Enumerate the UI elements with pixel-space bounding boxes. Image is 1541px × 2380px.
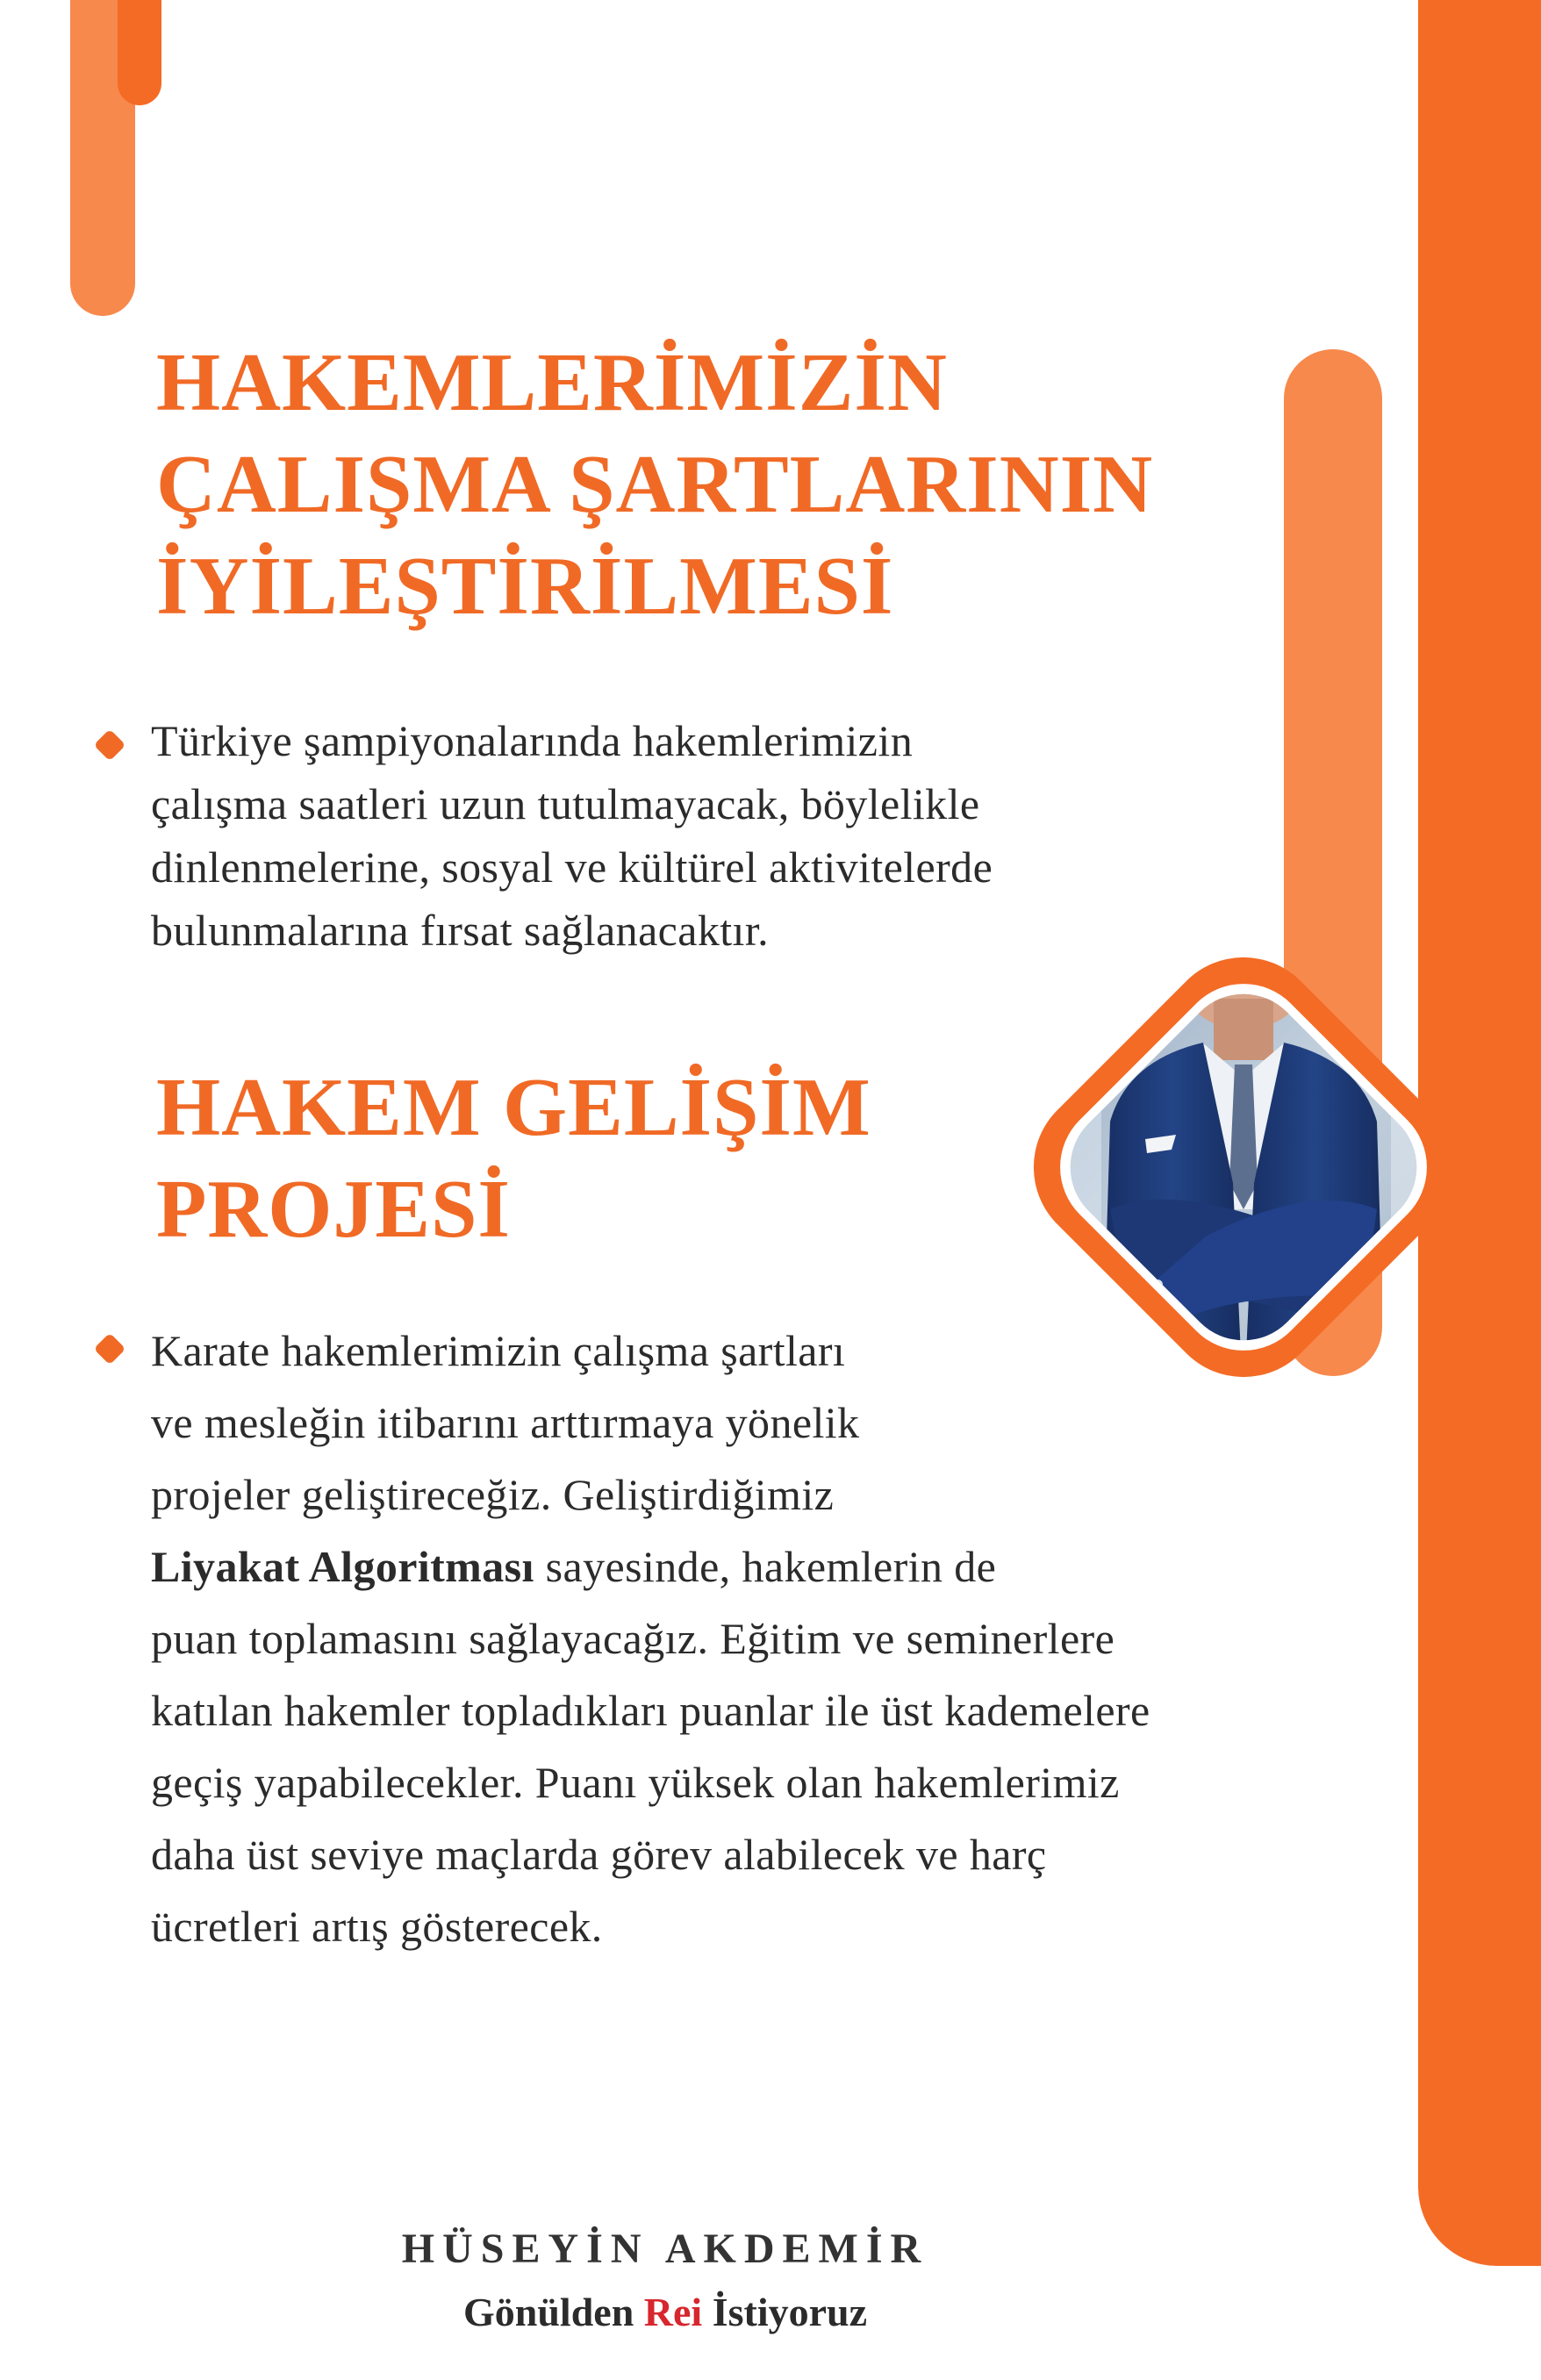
businessman-portrait-image <box>996 920 1491 1415</box>
diamond-bullet-icon <box>94 1333 126 1366</box>
liyakat-algorithm-bold: Liyakat Algoritması <box>151 1542 534 1591</box>
section2-paragraph-line: projeler geliştireceğiz. Geliştirdiğimiz <box>151 1470 835 1519</box>
footer-name-text: HÜSEYİN AKDEMİR <box>401 2226 929 2272</box>
section1-heading-line: İYİLEŞTİRİLMESİ <box>156 541 894 632</box>
section2-paragraph-line: ücretleri artış gösterecek. <box>151 1902 603 1951</box>
section2-paragraph-line: geçiş yapabilecekler. Puanı yüksek olan hakemlerimiz <box>151 1758 1120 1807</box>
section2-heading-line: PROJESİ <box>156 1164 511 1255</box>
section2-heading-line: HAKEM GELİŞİM <box>156 1062 871 1153</box>
footer-name <box>0 2225 1541 2273</box>
section2-paragraph-line: puan toplamasını sağlayacağız. Eğitim ve seminerlere <box>151 1614 1115 1663</box>
section2-heading <box>156 1057 871 1260</box>
footer-slogan <box>0 2289 1541 2335</box>
section2-paragraph-line: ve mesleğin itibarını arttırmaya yönelik <box>151 1398 860 1447</box>
section2-paragraph-line: daha üst seviye maçlarda görev alabilecek ve harç <box>151 1830 1047 1879</box>
footer-slogan-inner <box>463 2290 867 2334</box>
section1-heading-line: ÇALIŞMA ŞARTLARININ <box>156 439 1154 530</box>
section1-heading <box>156 332 1153 637</box>
section2-paragraph-line: Karate hakemlerimizin çalışma şartları <box>151 1326 846 1375</box>
section1-paragraph-line: bulunmalarına fırsat sağlanacaktır. <box>151 906 770 955</box>
portrait-photo-frame <box>996 920 1491 1415</box>
section1-paragraph-line: Türkiye şampiyonalarında hakemlerimizin <box>151 716 914 765</box>
footer-slogan-part2: İstiyoruz <box>702 2290 868 2334</box>
section1-heading-line: HAKEMLERİMİZİN <box>156 337 948 428</box>
section1-paragraph <box>151 709 993 962</box>
decorative-pill-top-dark <box>118 0 161 105</box>
section1-paragraph-line: çalışma saatleri uzun tutulmayacak, böylelikle <box>151 779 980 828</box>
section2-bold-line-rest: sayesinde, hakemlerin de <box>534 1542 997 1591</box>
footer-slogan-highlight: Rei <box>643 2290 703 2334</box>
section2-paragraph-line: katılan hakemler topladıkları puanlar ile üst kademelere <box>151 1686 1150 1735</box>
footer-slogan-part1: Gönülden <box>462 2290 644 2334</box>
section2-paragraph-line <box>151 1531 1150 1602</box>
diamond-bullet-icon <box>94 729 126 762</box>
section1-paragraph-line: dinlenmelerine, sosyal ve kültürel aktivitelerde <box>151 842 993 892</box>
